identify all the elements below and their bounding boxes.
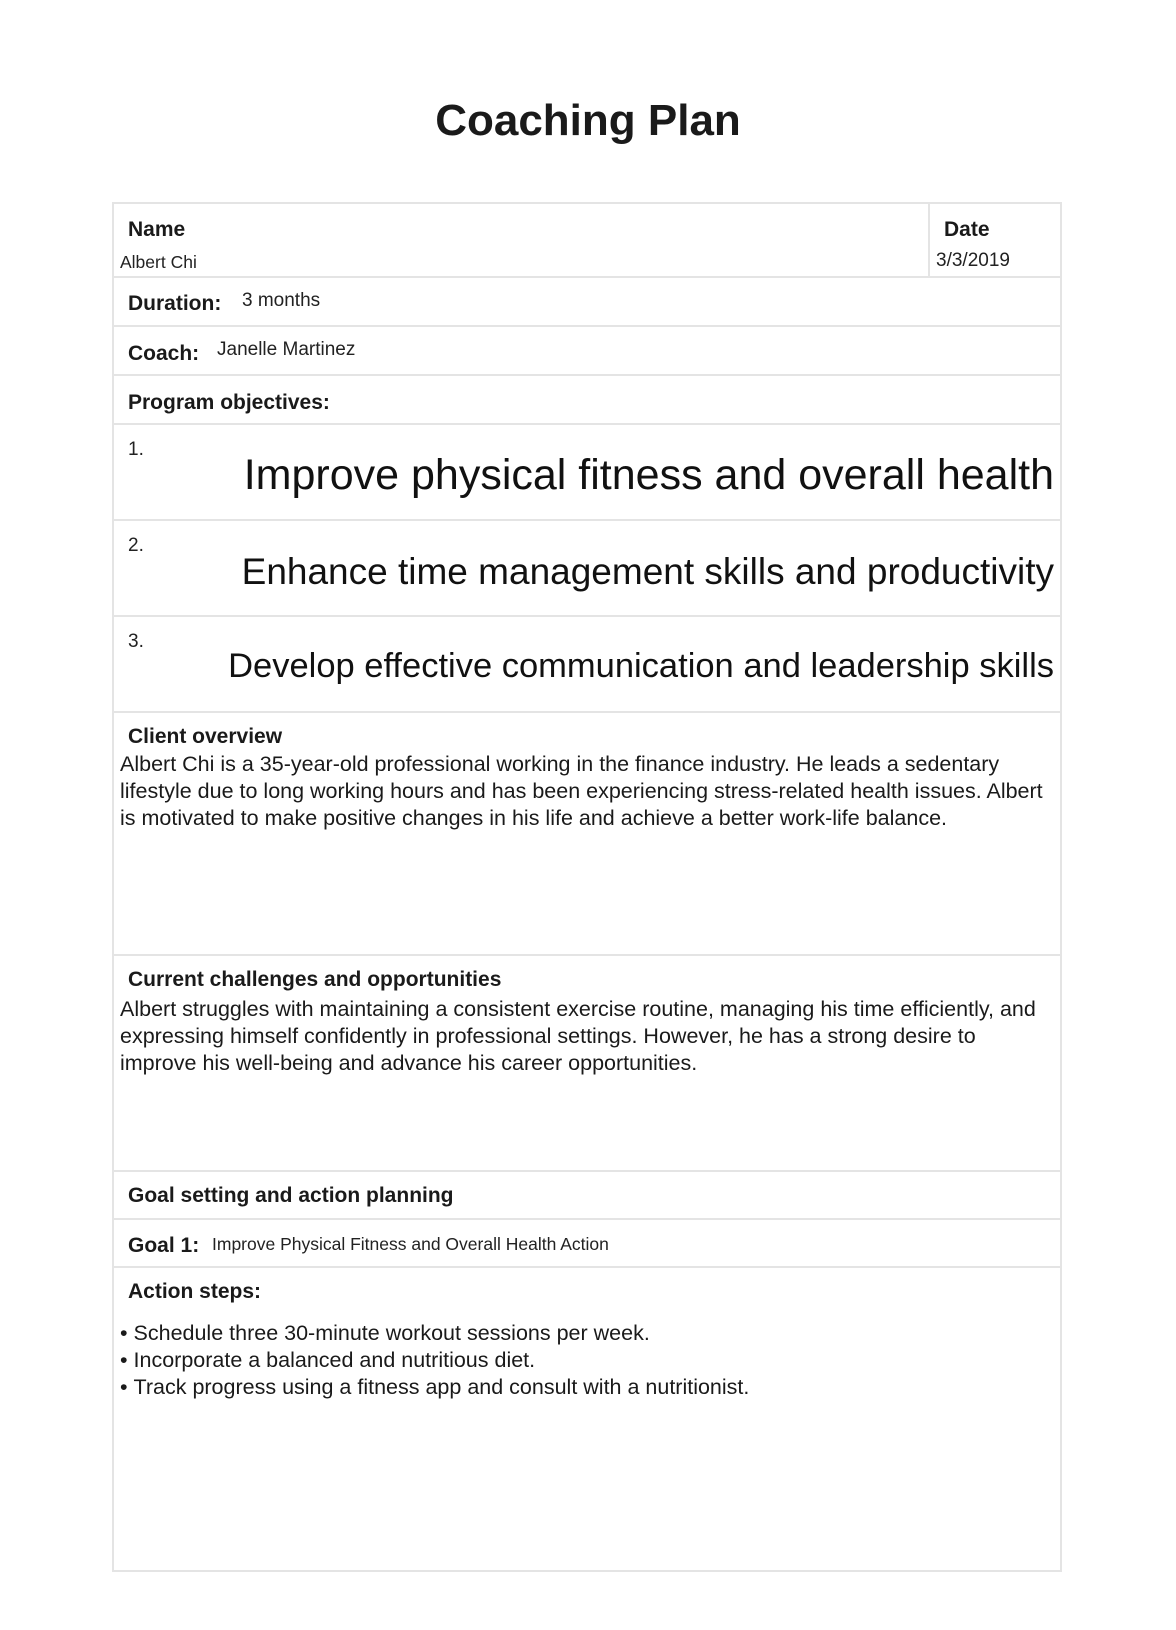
list-item[interactable]: • Schedule three 30-minute workout sessions per week.	[120, 1320, 749, 1347]
date-label: Date	[944, 218, 990, 241]
goal-setting-row	[114, 1172, 1060, 1220]
date-value[interactable]: 3/3/2019	[936, 250, 1010, 271]
duration-value[interactable]: 3 months	[242, 290, 321, 311]
coach-label: Coach:	[128, 342, 200, 365]
objective-text[interactable]: Develop effective communication and leadership skills	[228, 647, 1054, 685]
challenges-label: Current challenges and opportunities	[128, 968, 502, 991]
duration-label: Duration:	[128, 292, 222, 315]
objective-number: 3.	[128, 631, 144, 652]
duration-row	[114, 278, 1060, 327]
name-date-row	[114, 204, 1060, 278]
name-value[interactable]: Albert Chi	[120, 252, 197, 272]
goal1-value[interactable]: Improve Physical Fitness and Overall Health Action	[212, 1234, 609, 1254]
objectives-header-row	[114, 376, 1060, 425]
objective-row	[114, 617, 1060, 713]
page-title: Coaching Plan	[435, 96, 741, 145]
coaching-plan-form	[112, 202, 1062, 1572]
list-item[interactable]: • Incorporate a balanced and nutritious diet.	[120, 1347, 749, 1374]
objective-number: 1.	[128, 439, 144, 460]
action-steps-row	[114, 1268, 1060, 1570]
client-overview-row	[114, 713, 1060, 956]
coach-value[interactable]: Janelle Martinez	[217, 339, 356, 360]
objective-number: 2.	[128, 535, 144, 556]
goal-setting-label: Goal setting and action planning	[128, 1184, 454, 1207]
coach-row	[114, 327, 1060, 376]
goal1-row	[114, 1220, 1060, 1268]
name-label: Name	[128, 218, 186, 241]
challenges-text[interactable]: Albert struggles with maintaining a consistent exercise routine, managing his time efficiently, and expressing himself confidently in professional settings. However, he has a strong desire to improve his well-being and advance his career opportunities.	[120, 997, 1036, 1075]
objective-row	[114, 425, 1060, 521]
objective-text[interactable]: Enhance time management skills and productivity	[241, 551, 1054, 592]
objectives-label: Program objectives:	[128, 391, 330, 414]
action-steps-list	[120, 1320, 749, 1401]
column-divider	[928, 204, 930, 276]
client-overview-label: Client overview	[128, 725, 283, 748]
challenges-row	[114, 956, 1060, 1172]
objective-row	[114, 521, 1060, 617]
client-overview-text[interactable]: Albert Chi is a 35-year-old professional working in the finance industry. He leads a sedentary lifestyle due to long working hours and has been experiencing stress-related health issues. Albert is motivated to make positive changes in his life and achieve a better work-life balance.	[120, 752, 1043, 830]
objective-text[interactable]: Improve physical fitness and overall health	[243, 451, 1054, 499]
goal1-label: Goal 1:	[128, 1234, 200, 1257]
action-steps-label: Action steps:	[128, 1280, 262, 1303]
list-item[interactable]: • Track progress using a fitness app and consult with a nutritionist.	[120, 1374, 749, 1401]
